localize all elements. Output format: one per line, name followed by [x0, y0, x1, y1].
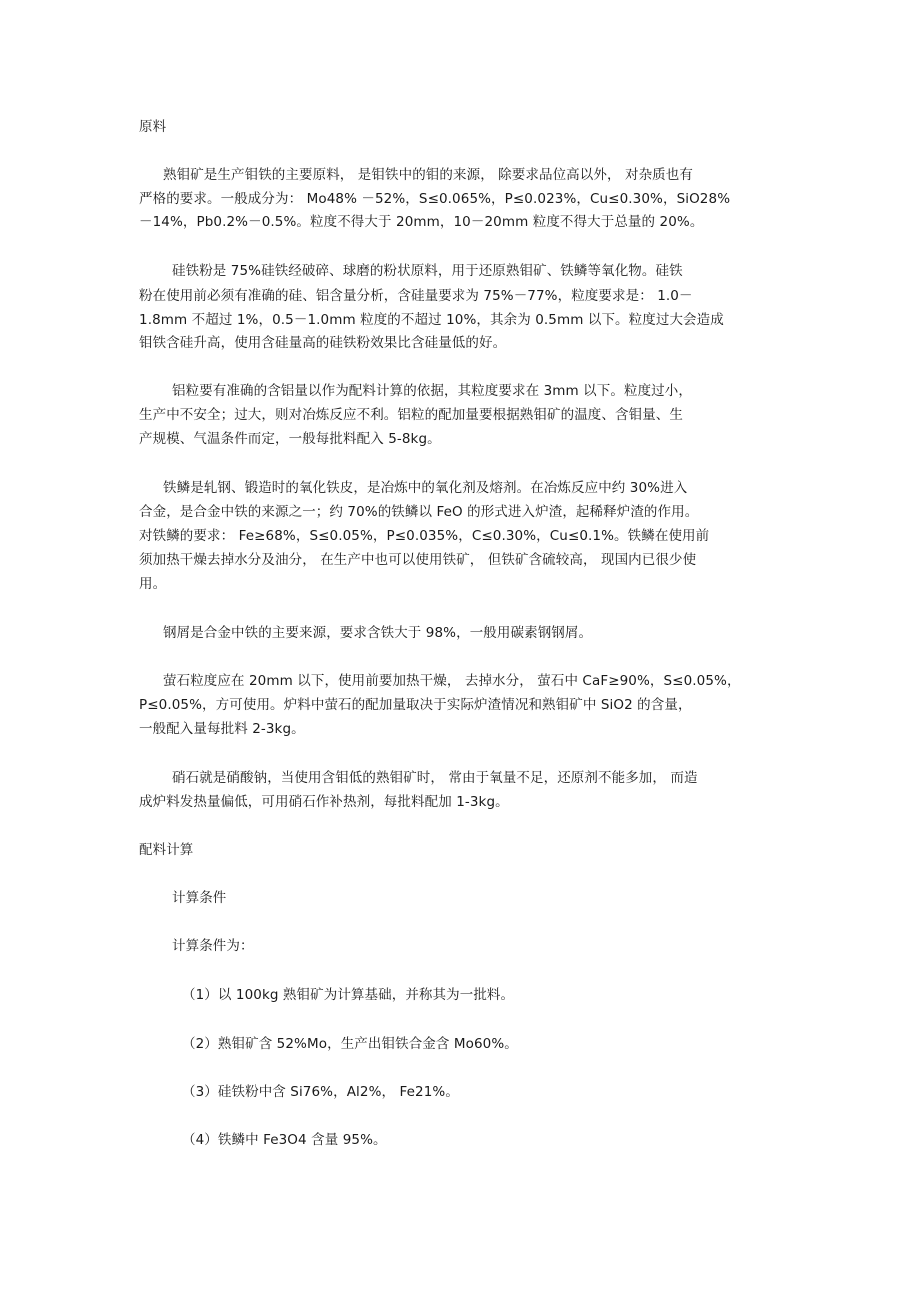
text-line: 铝粒要有准确的含铝量以作为配料计算的依据，其粒度要求在 3mm 以下。粒度过小， [172, 383, 692, 399]
text-line: 萤石粒度应在 20mm 以下，使用前要加热干燥， 去掉水分， 萤石中 CaF≥90%，S≤0.05%， [163, 673, 741, 689]
list-item: （3）硅铁粉中含 Si76%，Al2%， Fe21%。 [182, 1084, 459, 1100]
text-line: 合金，是合金中铁的来源之一；约 70%的铁鳞以 FeO 的形式进入炉渣，起稀释炉渣的作用。 [139, 504, 699, 520]
sub-heading-calculation-conditions: 计算条件 [172, 890, 227, 906]
text-line: 粉在使用前必须有准确的硅、铝含量分析，含硅量要求为 75%－77%，粒度要求是： 1.0－ [139, 288, 693, 304]
section-title-raw-materials: 原料 [139, 119, 167, 135]
text-line: P≤0.05%，方可使用。炉料中萤石的配加量取决于实际炉渣情况和熟钼矿中 SiO2 的含量， [139, 697, 692, 713]
text-line: 用。 [139, 576, 167, 592]
text-line: 对铁鳞的要求： Fe≥68%，S≤0.05%，P≤0.035%，C≤0.30%，Cu≤0.1%。铁鳞在使用前 [139, 528, 710, 544]
text-line: 硝石就是硝酸钠，当使用含钼低的熟钼矿时， 常由于氧量不足，还原剂不能多加， 而造 [172, 770, 698, 786]
list-item: （2）熟钼矿含 52%Mo，生产出钼铁合金含 Mo60%。 [182, 1036, 518, 1052]
text-line: 熟钼矿是生产钼铁的主要原料， 是钼铁中的钼的来源， 除要求品位高以外， 对杂质也有 [163, 167, 693, 183]
text-line: －14%，Pb0.2%－0.5%。粒度不得大于 20mm，10－20mm 粒度不得大于总量的 20%。 [139, 214, 704, 230]
text-line: 成炉料发热量偏低，可用硝石作补热剂，每批料配加 1-3kg。 [139, 794, 509, 810]
text-line: 钢屑是合金中铁的主要来源，要求含铁大于 98%，一般用碳素钢钢屑。 [163, 625, 593, 641]
text-line: 铁鳞是轧钢、锻造时的氧化铁皮，是冶炼中的氧化剂及熔剂。在冶炼反应中约 30%进入 [163, 480, 688, 496]
text-line: 生产中不安全；过大，则对冶炼反应不利。铝粒的配加量要根据熟钼矿的温度、含钼量、生 [139, 407, 683, 423]
section-title-batch-calculation: 配料计算 [139, 842, 194, 858]
conditions-intro: 计算条件为： [172, 938, 254, 954]
text-line: 须加热干燥去掉水分及油分， 在生产中也可以使用铁矿， 但铁矿含硫较高， 现国内已很少使 [139, 552, 697, 568]
list-item: （4）铁鳞中 Fe3O4 含量 95%。 [182, 1132, 387, 1148]
text-line: 严格的要求。一般成分为： Mo48% －52%，S≤0.065%，P≤0.023%，Cu≤0.30%，SiO28% [139, 191, 731, 207]
text-line: 1.8mm 不超过 1%，0.5－1.0mm 粒度的不超过 10%，其余为 0.5mm 以下。粒度过大会造成 [139, 312, 724, 328]
list-item: （1）以 100kg 熟钼矿为计算基础，并称其为一批料。 [182, 987, 515, 1003]
text-line: 产规模、气温条件而定，一般每批料配入 5-8kg。 [139, 431, 441, 447]
text-line: 钼铁含硅升高，使用含硅量高的硅铁粉效果比含硅量低的好。 [139, 335, 507, 351]
text-line: 硅铁粉是 75%硅铁经破碎、球磨的粉状原料，用于还原熟钼矿、铁鳞等氧化物。硅铁 [172, 263, 683, 279]
text-line: 一般配入量每批料 2-3kg。 [139, 721, 305, 737]
